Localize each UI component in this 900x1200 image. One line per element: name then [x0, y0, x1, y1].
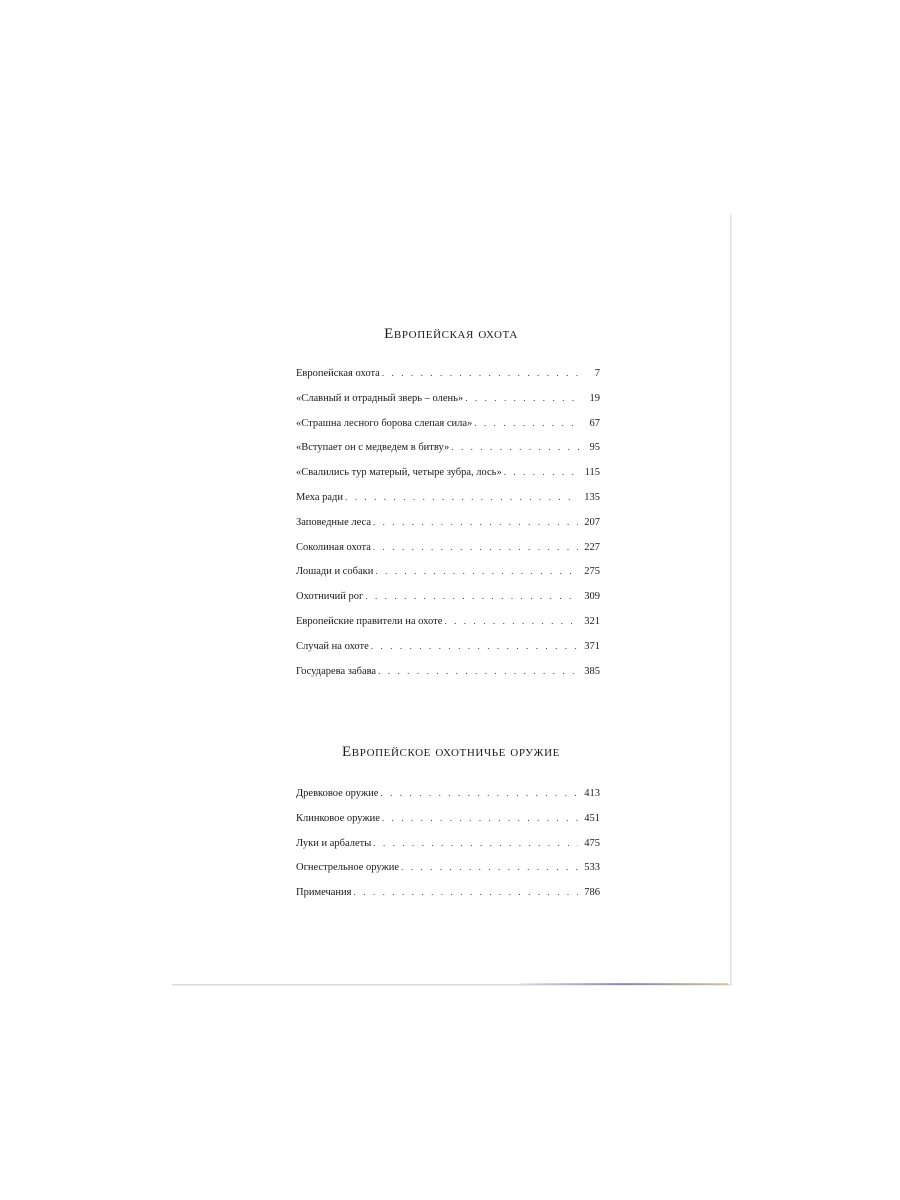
toc-entry-label: Древковое оружие	[296, 788, 379, 799]
toc-entry-page: 135	[584, 491, 600, 503]
section-title-european-hunting: Европейская охота	[384, 326, 518, 342]
toc-entry[interactable]	[296, 614, 600, 639]
leader-dots	[375, 564, 578, 578]
toc-entry-page: 7	[594, 368, 600, 379]
toc-entry-label: «Свалились тур матерый, четыре зубра, лось»	[296, 467, 502, 479]
toc-entry[interactable]	[296, 490, 600, 515]
toc-entry-page: 475	[584, 837, 600, 849]
toc-entry-label: Примечания	[296, 887, 352, 899]
toc-list-part2	[296, 786, 600, 910]
toc-entry-page: 413	[584, 788, 600, 799]
toc-entry-page: 67	[589, 417, 600, 429]
toc-entry-page: 533	[584, 862, 600, 874]
toc-entry-label: Меха ради	[296, 491, 343, 503]
leader-dots	[382, 811, 578, 825]
leader-dots	[465, 391, 580, 405]
toc-list-part1	[296, 366, 600, 688]
toc-entry-label: Клинковое оружие	[296, 812, 380, 824]
toc-entry-page: 115	[584, 467, 600, 479]
leader-dots	[373, 515, 578, 529]
toc-entry-page: 309	[584, 591, 600, 603]
toc-entry-label: Охотничий рог	[296, 591, 364, 603]
leader-dots	[354, 885, 579, 899]
toc-entry-label: Лошади и собаки	[296, 566, 374, 578]
toc-entry-label: «Страшна лесного борова слепая сила»	[296, 417, 473, 429]
leader-dots	[401, 860, 578, 874]
toc-entry[interactable]	[296, 366, 600, 391]
leader-dots	[451, 440, 580, 454]
leader-dots	[378, 664, 578, 678]
page-edge-shadow	[520, 983, 728, 985]
toc-entry[interactable]	[296, 664, 600, 689]
toc-entry[interactable]	[296, 860, 600, 885]
toc-entry-label: Соколиная охота	[296, 541, 371, 553]
toc-entry[interactable]	[296, 564, 600, 589]
toc-entry-label: Заповедные леса	[296, 516, 371, 528]
toc-entry-label: Луки и арбалеты	[296, 837, 372, 849]
toc-entry-page: 19	[589, 392, 600, 404]
leader-dots	[474, 416, 580, 430]
leader-dots	[371, 639, 578, 653]
toc-entry-page: 451	[584, 812, 600, 824]
toc-entry-page: 95	[589, 442, 600, 454]
toc-entry-page: 321	[584, 615, 600, 627]
book-page	[172, 214, 731, 985]
toc-entry-page: 385	[584, 665, 600, 677]
toc-entry[interactable]	[296, 786, 600, 811]
toc-entry-label: «Вступает он с медведем в битву»	[296, 442, 450, 454]
toc-entry[interactable]	[296, 589, 600, 614]
leader-dots	[365, 589, 578, 603]
toc-entry-label: «Славный и отрадный зверь – олень»	[296, 392, 464, 404]
leader-dots	[373, 540, 578, 554]
toc-entry-page: 371	[584, 640, 600, 652]
toc-entry-page: 786	[584, 887, 600, 899]
toc-entry-label: Случай на охоте	[296, 640, 369, 652]
leader-dots	[504, 465, 579, 479]
toc-entry-page: 275	[584, 566, 600, 578]
leader-dots	[382, 366, 580, 380]
toc-entry-label: Государева забава	[296, 665, 377, 677]
toc-entry[interactable]	[296, 465, 600, 490]
toc-entry[interactable]	[296, 540, 600, 565]
toc-entry[interactable]	[296, 416, 600, 441]
leader-dots	[444, 614, 578, 628]
toc-entry[interactable]	[296, 391, 600, 416]
toc-entry[interactable]	[296, 440, 600, 465]
section-title-european-hunting-weapons: Европейское охотничье оружие	[342, 744, 560, 760]
toc-entry[interactable]	[296, 515, 600, 540]
leader-dots	[345, 490, 578, 504]
toc-entry-label: Огнестрельное оружие	[296, 862, 400, 874]
toc-entry[interactable]	[296, 639, 600, 664]
toc-entry-page: 207	[584, 516, 600, 528]
leader-dots	[380, 786, 578, 800]
toc-entry[interactable]	[296, 885, 600, 910]
toc-entry-label: Европейские правители на охоте	[296, 615, 443, 627]
toc-entry-page: 227	[584, 541, 600, 553]
toc-entry[interactable]	[296, 811, 600, 836]
toc-entry-label: Европейская охота	[296, 368, 380, 379]
toc-entry[interactable]	[296, 836, 600, 861]
leader-dots	[373, 836, 578, 850]
